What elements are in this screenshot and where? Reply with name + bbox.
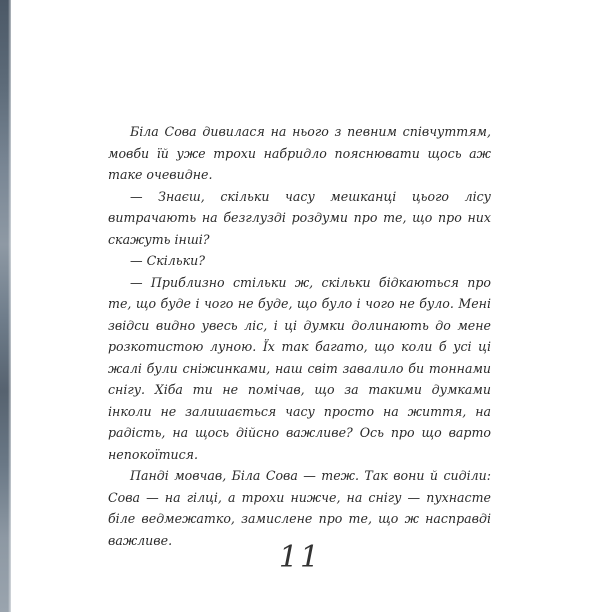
paragraph: — Скільки? <box>130 253 206 268</box>
paragraph: — Знаєш, скільки часу мешканці цього лісу витрачають на безглузді роздуми про те, що про них скажуть інші? <box>108 188 491 247</box>
paragraph: Біла Сова дивилася на нього з певним співчуттям, мовби їй уже трохи набридло пояснювати щось аж таке очевидне. <box>108 124 491 182</box>
body-text <box>108 121 491 551</box>
adjacent-page-edge <box>0 0 11 612</box>
page-number: 11 <box>278 540 322 575</box>
paragraph: — Приблизно стільки ж, скільки бідкаються про те, що буде і чого не буде, що було і чого не було. Мені звідси видно увесь ліс, і ці думки долинають до мене розкотистою луною. Їх так багато, що коли б усі ці жалі були сніжинками, наш світ завалило би тоннами снігу. Хіба ти не помічав, що за такими думками інколи не залишається часу просто на життя, на радість, на щось дійсно важливе? Ось про що варто непокоїтися. <box>108 274 491 462</box>
paragraph: Панді мовчав, Біла Сова — теж. Так вони й сиділи: Сова — на гілці, а трохи нижче, на снігу — пухнасте біле ведмежатко, замислене про те, що ж насправді важливе. <box>108 468 491 548</box>
